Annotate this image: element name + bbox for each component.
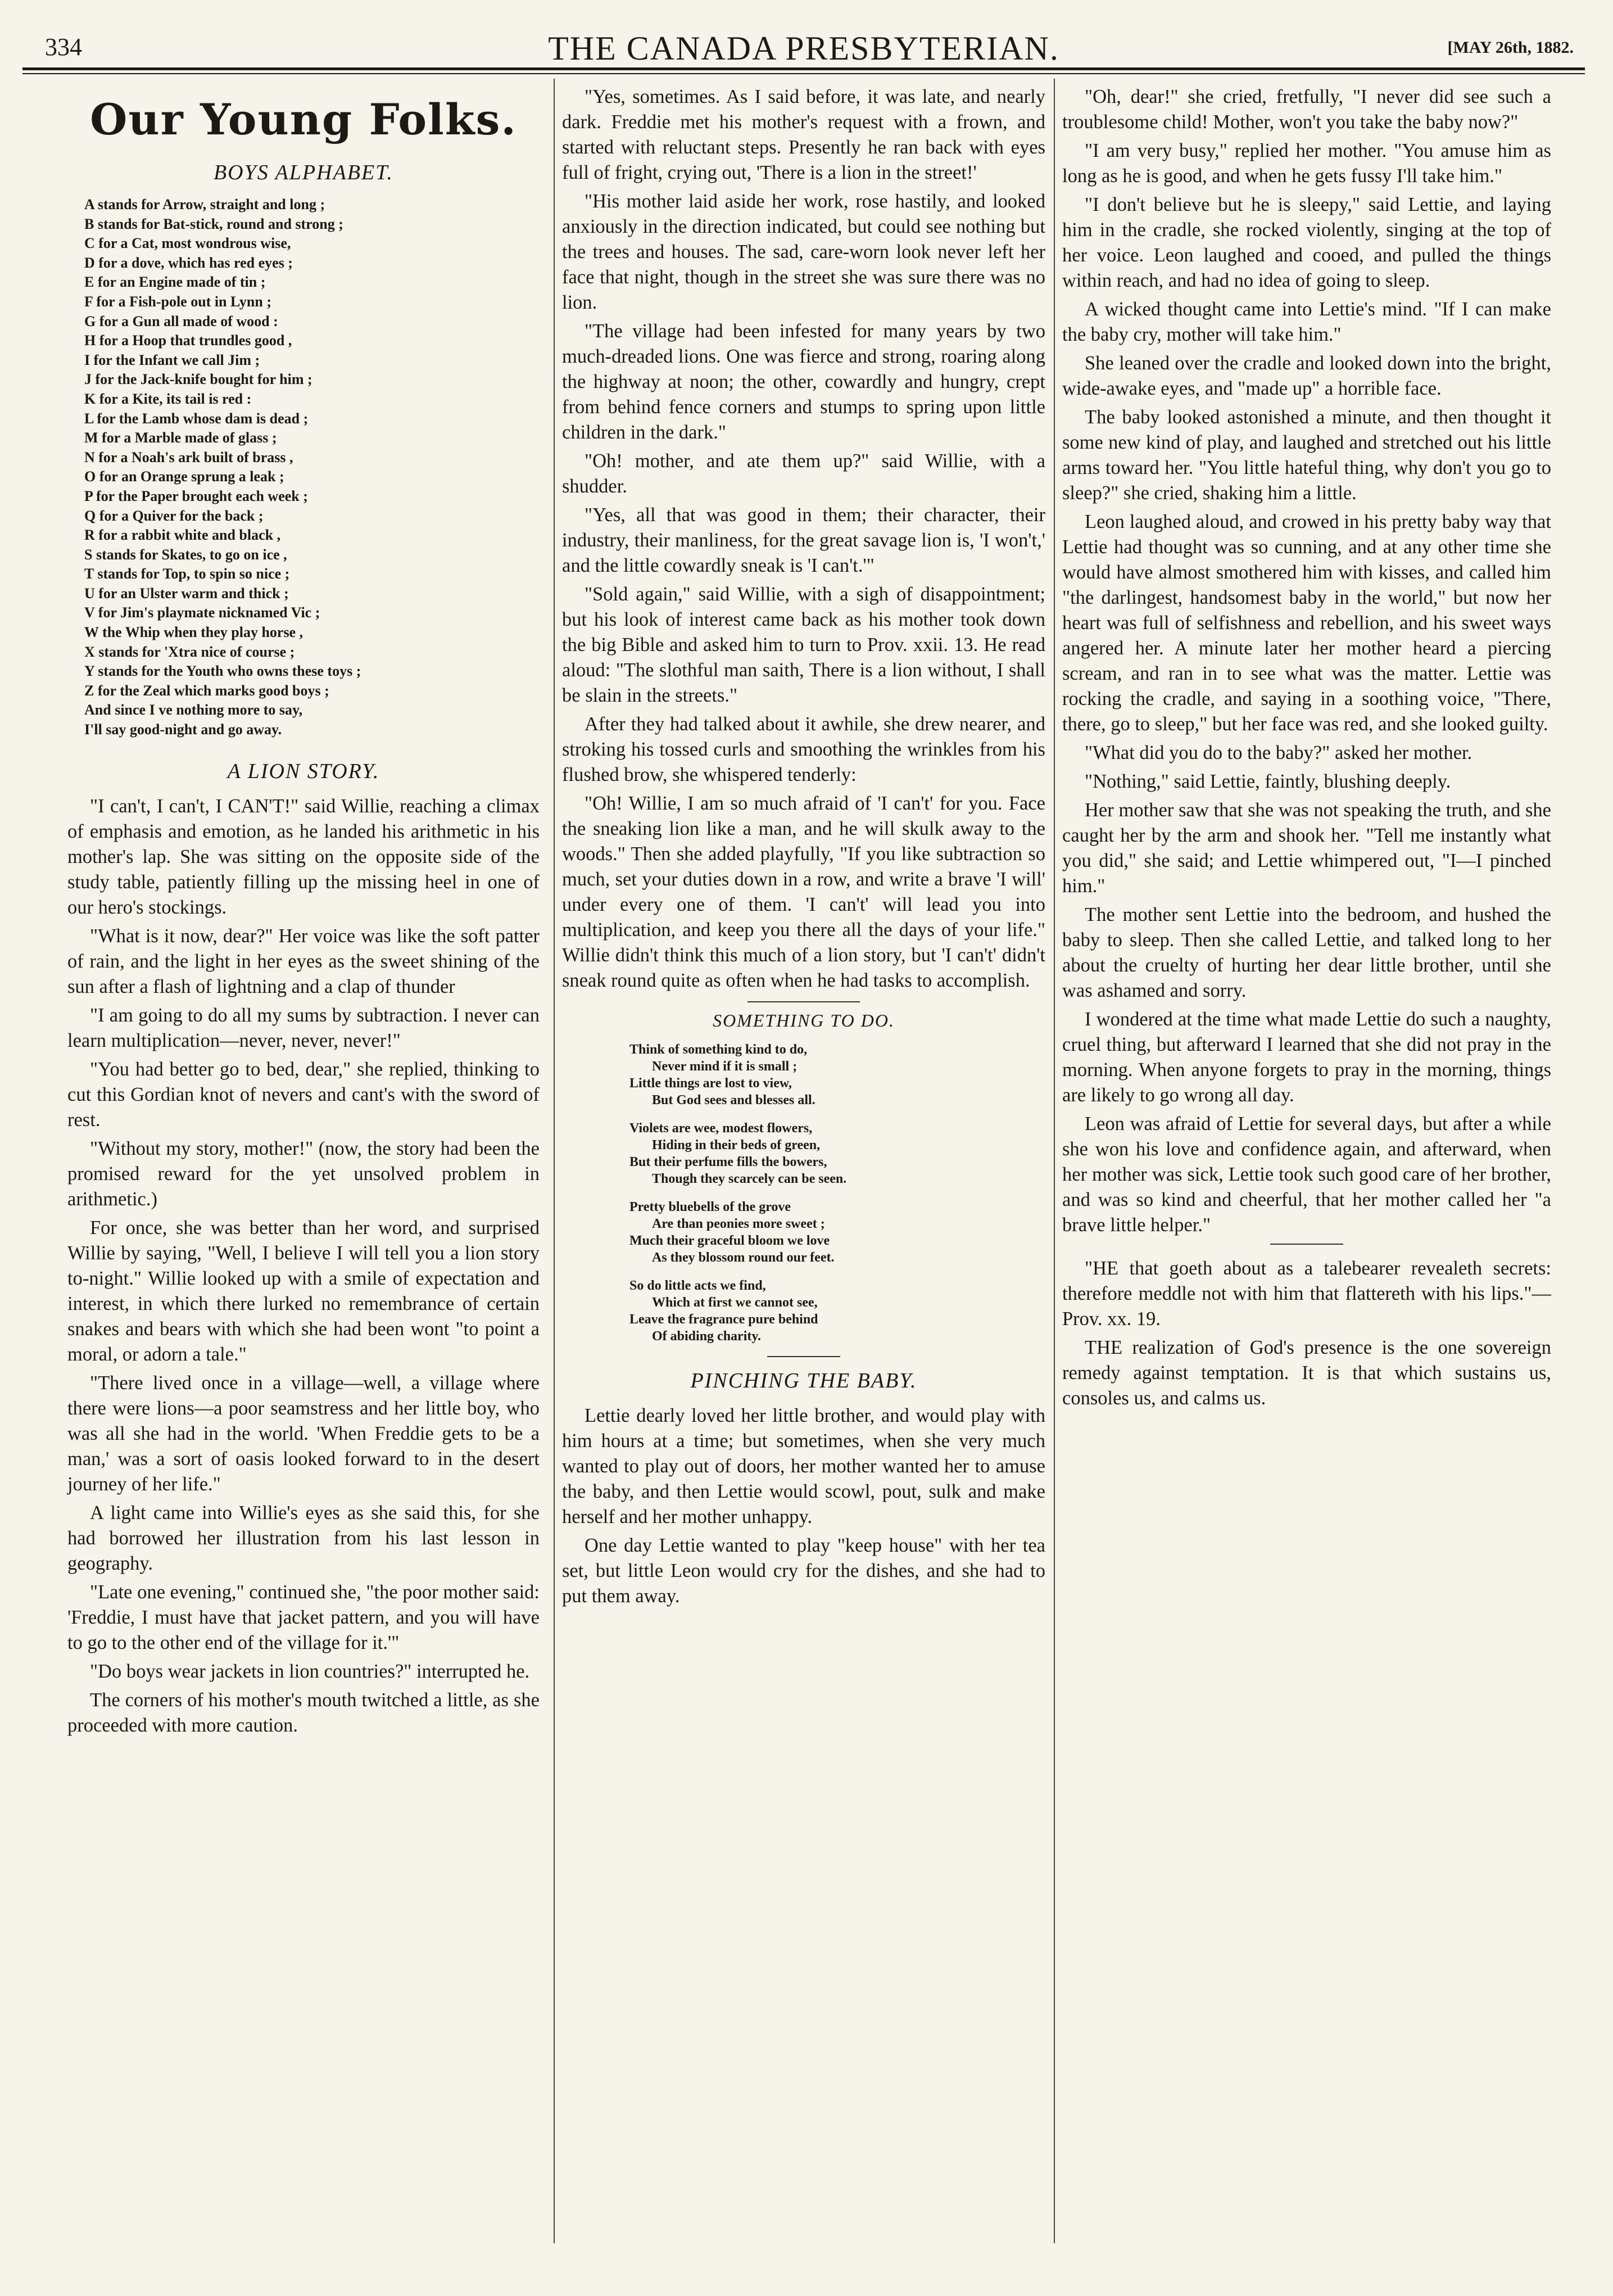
issue-date: [MAY 26th, 1882. <box>1447 38 1574 57</box>
story-paragraph: "Do boys wear jackets in lion countries?" interrupted he. <box>90 1660 530 1682</box>
story-paragraph: "Oh! mother, and ate them up?" said Willie, with a shudder. <box>562 450 1045 497</box>
story-paragraph: "I am going to do all my sums by subtraction. I never can learn multiplication—never, never, never!" <box>67 1004 540 1051</box>
lion-story-title: A LION STORY. <box>227 759 380 783</box>
poem-line: F for a Fish-pole out in Lynn ; <box>84 293 271 310</box>
story-paragraph: Her mother saw that she was not speaking the truth, and she caught her by the arm and shook her. "Tell me instantly what you did," she said; and Lettie whimpered out, "I—I pinched him." <box>1062 799 1551 897</box>
pinching-the-baby-title: PINCHING THE BABY. <box>690 1369 917 1393</box>
journal-title: THE CANADA PRESBYTERIAN. <box>548 30 1059 67</box>
story-paragraph: Leon was afraid of Lettie for several days, but after a while she won his love and confidence again, and afterward, when her mother was sick, Lettie took such good care of her brother, and was so kind and cheerful, that her mother called her "a brave little helper." <box>1062 1113 1551 1236</box>
column-2 <box>562 84 1045 1612</box>
poem-line: D for a dove, which has red eyes ; <box>84 254 293 271</box>
poem-line: G for a Gun all made of wood : <box>84 313 278 329</box>
story-paragraph: A light came into Willie's eyes as she said this, for she had borrowed her illustration from his last lesson in geography. <box>67 1502 540 1574</box>
closing-paragraph: THE realization of God's presence is the one sovereign remedy against temptation. It is that which sustains us, consoles us, and calms us. <box>1062 1337 1551 1409</box>
header-rule-thin <box>22 73 1585 74</box>
poem-line: X stands for 'Xtra nice of course ; <box>84 643 295 660</box>
poem-line: B stands for Bat-stick, round and strong ; <box>84 215 343 232</box>
poem-line: Q for a Quiver for the back ; <box>84 507 264 524</box>
story-paragraph: "I don't believe but he is sleepy," said Lettie, and laying him in the cradle, she rocked violently, singing at the top of her voice. Leon laughed and cooed, and pulled the things within reach, and had no idea of going to sleep. <box>1062 194 1551 291</box>
poem-line: I'll say good-night and go away. <box>84 721 282 738</box>
poem-line: T stands for Top, to spin so nice ; <box>84 566 290 582</box>
poem-line: Z for the Zeal which marks good boys ; <box>84 682 329 699</box>
section-rule <box>767 1356 840 1357</box>
poem-line: J for the Jack-knife bought for him ; <box>84 371 312 388</box>
story-paragraph: "Nothing," said Lettie, faintly, blushing deeply. <box>1085 771 1451 792</box>
story-paragraph: "Without my story, mother!" (now, the story had been the promised reward for the yet unsolved problem in arithmetic.) <box>67 1137 540 1210</box>
boys-alphabet-title: BOYS ALPHABET. <box>213 161 394 184</box>
poem-line: R for a rabbit white and black , <box>84 527 281 544</box>
poem-line: A stands for Arrow, straight and long ; <box>84 196 325 213</box>
poem-line: Leave the fragrance pure behind <box>629 1312 818 1327</box>
story-paragraph: "Yes, sometimes. As I said before, it was late, and nearly dark. Freddie met his mother's request with a frown, and started with reluctant steps. Presently he ran back with eyes full of fright, crying out, 'There is a lion in the street!' <box>562 86 1045 183</box>
column-1 <box>67 84 540 1742</box>
poem-line: Much their graceful bloom we love <box>629 1233 830 1248</box>
poem-line: N for a Noah's ark built of brass , <box>84 449 293 465</box>
poem-line: Which at first we cannot see, <box>652 1295 818 1310</box>
poem-line: I for the Infant we call Jim ; <box>84 351 260 368</box>
poem-stanza <box>562 1199 1045 1266</box>
story-paragraph: "I am very busy," replied her mother. "You amuse him as long as he is good, and when he gets fussy I'll take him." <box>1062 140 1551 187</box>
poem-line: V for Jim's playmate nicknamed Vic ; <box>84 604 320 621</box>
story-paragraph: "The village had been infested for many years by two much-dreaded lions. One was fierce and strong, roaring along the highway at noon; the other, cowardly and hungry, crept from behind fence corners and stumps to spring upon little children in the dark." <box>562 320 1045 443</box>
poem-line: Little things are lost to view, <box>629 1076 792 1091</box>
story-paragraph: After they had talked about it awhile, she drew nearer, and stroking his tossed curls and smoothing the wrinkles from his flushed brow, she whispered tenderly: <box>562 713 1045 785</box>
department-title: Our Young Folks. <box>90 94 517 144</box>
story-paragraph: "His mother laid aside her work, rose hastily, and looked anxiously in the direction indicated, but could see nothing but the trees and houses. The sad, care-worn look never left her face that night, though in the street she was sure there was no lion. <box>562 191 1045 313</box>
poem-line: Y stands for the Youth who owns these toys ; <box>84 663 361 680</box>
story-paragraph: The corners of his mother's mouth twitched a little, as she proceeded with more caution. <box>67 1689 540 1736</box>
poem-line: And since I ve nothing more to say, <box>84 702 303 718</box>
poem-line: Never mind if it is small ; <box>652 1059 798 1074</box>
poem-line: M for a Marble made of glass ; <box>84 430 277 446</box>
poem-line: But God sees and blesses all. <box>652 1093 815 1108</box>
story-paragraph: A wicked thought came into Lettie's mind. "If I can make the baby cry, mother will take him." <box>1062 299 1551 345</box>
column-divider <box>1054 79 1055 2243</box>
poem-line: Of abiding charity. <box>652 1329 762 1344</box>
story-paragraph: "Late one evening," continued she, "the poor mother said: 'Freddie, I must have that jacket pattern, and you will have to go to the other end of the village for it.'" <box>67 1581 540 1653</box>
poem-line: But their perfume fills the bowers, <box>629 1155 827 1169</box>
poem-line: P for the Paper brought each week ; <box>84 487 308 504</box>
story-paragraph: I wondered at the time what made Lettie do such a naughty, cruel thing, but afterward I learned that she did not pray in the morning. When anyone forgets to pray in the morning, things are likely to go wrong all day. <box>1062 1009 1551 1106</box>
story-paragraph: "Oh, dear!" she cried, fretfully, "I never did see such a troublesome child! Mother, won't you take the baby now?" <box>1062 86 1551 133</box>
poem-line: H for a Hoop that trundles good , <box>84 332 292 349</box>
section-rule <box>1270 1244 1343 1245</box>
alphabet-poem <box>67 195 540 740</box>
poem-stanza <box>562 1041 1045 1109</box>
story-paragraph: "There lived once in a village—well, a village where there were lions—a poor seamstress and her little boy, who was all she had in the world. 'When Freddie gets to be a man,' was a sort of oasis looked forward to in the desert journey of her life." <box>67 1372 540 1495</box>
story-paragraph: "Sold again," said Willie, with a sigh of disappointment; but his look of interest came back as his mother took down the big Bible and asked him to turn to Prov. xxii. 13. He read aloud: "The slothful man saith, There is a lion without, I shall be slain in the streets." <box>562 584 1045 706</box>
something-to-do-title: SOMETHING TO DO. <box>713 1010 895 1031</box>
poem-line: Though they scarcely can be seen. <box>652 1172 847 1186</box>
poem-stanza <box>562 1120 1045 1187</box>
poem-line: K for a Kite, its tail is red : <box>84 390 252 407</box>
story-paragraph: "Yes, all that was good in them; their character, their industry, their manliness, for the great savage lion is, 'I won't,' and the little cowardly sneak is 'I can't.'" <box>562 504 1045 576</box>
page-number: 334 <box>45 33 82 61</box>
poem-line: O for an Orange sprung a leak ; <box>84 468 284 485</box>
page-header <box>34 30 1574 67</box>
poem-line: L for the Lamb whose dam is dead ; <box>84 410 309 427</box>
poem-line: C for a Cat, most wondrous wise, <box>84 235 291 252</box>
story-paragraph: One day Lettie wanted to play "keep house" with her tea set, but little Leon would cry for the dishes, and she had to put them away. <box>562 1535 1045 1607</box>
poem-line: E for an Engine made of tin ; <box>84 274 266 291</box>
header-rule <box>22 67 1585 70</box>
story-paragraph: She leaned over the cradle and looked down into the bright, wide-awake eyes, and "made up" a horrible face. <box>1062 352 1551 399</box>
story-paragraph: The baby looked astonished a minute, and then thought it some new kind of play, and laughed and stretched out his little arms toward her. "You little hateful thing, why don't you go to sleep?" she cried, shaking him a little. <box>1062 406 1551 504</box>
story-paragraph: For once, she was better than her word, and surprised Willie by saying, "Well, I believe I will tell you a lion story to-night." Willie looked up with a smile of expectation and interest, in which there lurked no remembrance of certain snakes and bears with which she had been wont "to point a moral, or adorn a tale." <box>67 1217 540 1365</box>
poem-line: Are than peonies more sweet ; <box>652 1217 825 1231</box>
poem-line: Violets are wee, modest flowers, <box>629 1121 813 1136</box>
column-divider <box>554 79 555 2243</box>
poem-line: Think of something kind to do, <box>629 1042 808 1057</box>
section-rule <box>747 1001 860 1002</box>
poem-stanza <box>562 1277 1045 1345</box>
story-paragraph: "You had better go to bed, dear," she replied, thinking to cut this Gordian knot of nevers and cant's with the sword of rest. <box>67 1058 540 1131</box>
poem-line: Hiding in their beds of green, <box>652 1138 821 1152</box>
poem-line: W the Whip when they play horse , <box>84 624 303 641</box>
story-paragraph: "I can't, I can't, I CAN'T!" said Willie, reaching a climax of emphasis and emotion, as he landed his arithmetic in his mother's lap. She was sitting on the opposite side of the study table, patiently filling up the missing heel in one of our hero's stockings. <box>67 795 540 918</box>
story-paragraph: "Oh! Willie, I am so much afraid of 'I can't' for you. Face the sneaking lion like a man, and he will skulk away to the woods." Then she added playfully, "If you like subtraction so much, set your duties down in a row, and write a brave 'I will' under every one of them. 'I can't' will lead you into multiplication, and keep you there all the days of your life." Willie didn't think this much of a lion story, but 'I can't' didn't sneak round quite as often when he had tasks to accomplish. <box>562 793 1045 991</box>
poem-line: Pretty bluebells of the grove <box>629 1200 791 1214</box>
story-paragraph: Leon laughed aloud, and crowed in his pretty baby way that Lettie had thought was so cunning, and at any other time she would have almost smothered him with kisses, and called him "the darlingest, handsomest baby in the world," but now her heart was full of selfishness and rebellion, and his sweet ways angered her. A minute later her mother heard a piercing scream, and ran in to see what was the matter. Lettie was rocking the cradle, and saying in a soothing voice, "There, there, go to sleep," but her face was red, and she looked guilty. <box>1062 511 1551 735</box>
story-paragraph: "What did you do to the baby?" asked her mother. <box>1085 742 1472 763</box>
column-3 <box>1062 84 1551 1414</box>
poem-line: U for an Ulster warm and thick ; <box>84 585 289 602</box>
story-paragraph: The mother sent Lettie into the bedroom, and hushed the baby to sleep. Then she called Lettie, and talked long to her about the cruelty of hurting her dear little brother, until she was ashamed and sorry. <box>1062 904 1551 1001</box>
scripture-quote: "HE that goeth about as a talebearer revealeth secrets: therefore meddle not with him that flattereth with his lips."—Prov. xx. 19. <box>1062 1258 1551 1330</box>
poem-line: As they blossom round our feet. <box>652 1250 835 1265</box>
poem-line: So do little acts we find, <box>629 1278 766 1293</box>
poem-line: S stands for Skates, to go on ice , <box>84 546 287 563</box>
story-paragraph: Lettie dearly loved her little brother, and would play with him hours at a time; but sometimes, when she very much wanted to play out of doors, her mother wanted her to amuse the baby, and then Lettie would scowl, pout, sulk and make herself and her mother unhappy. <box>562 1405 1045 1527</box>
story-paragraph: "What is it now, dear?" Her voice was like the soft patter of rain, and the light in her eyes as the sweet shining of the sun after a flash of lightning and a clap of thunder <box>67 925 540 997</box>
